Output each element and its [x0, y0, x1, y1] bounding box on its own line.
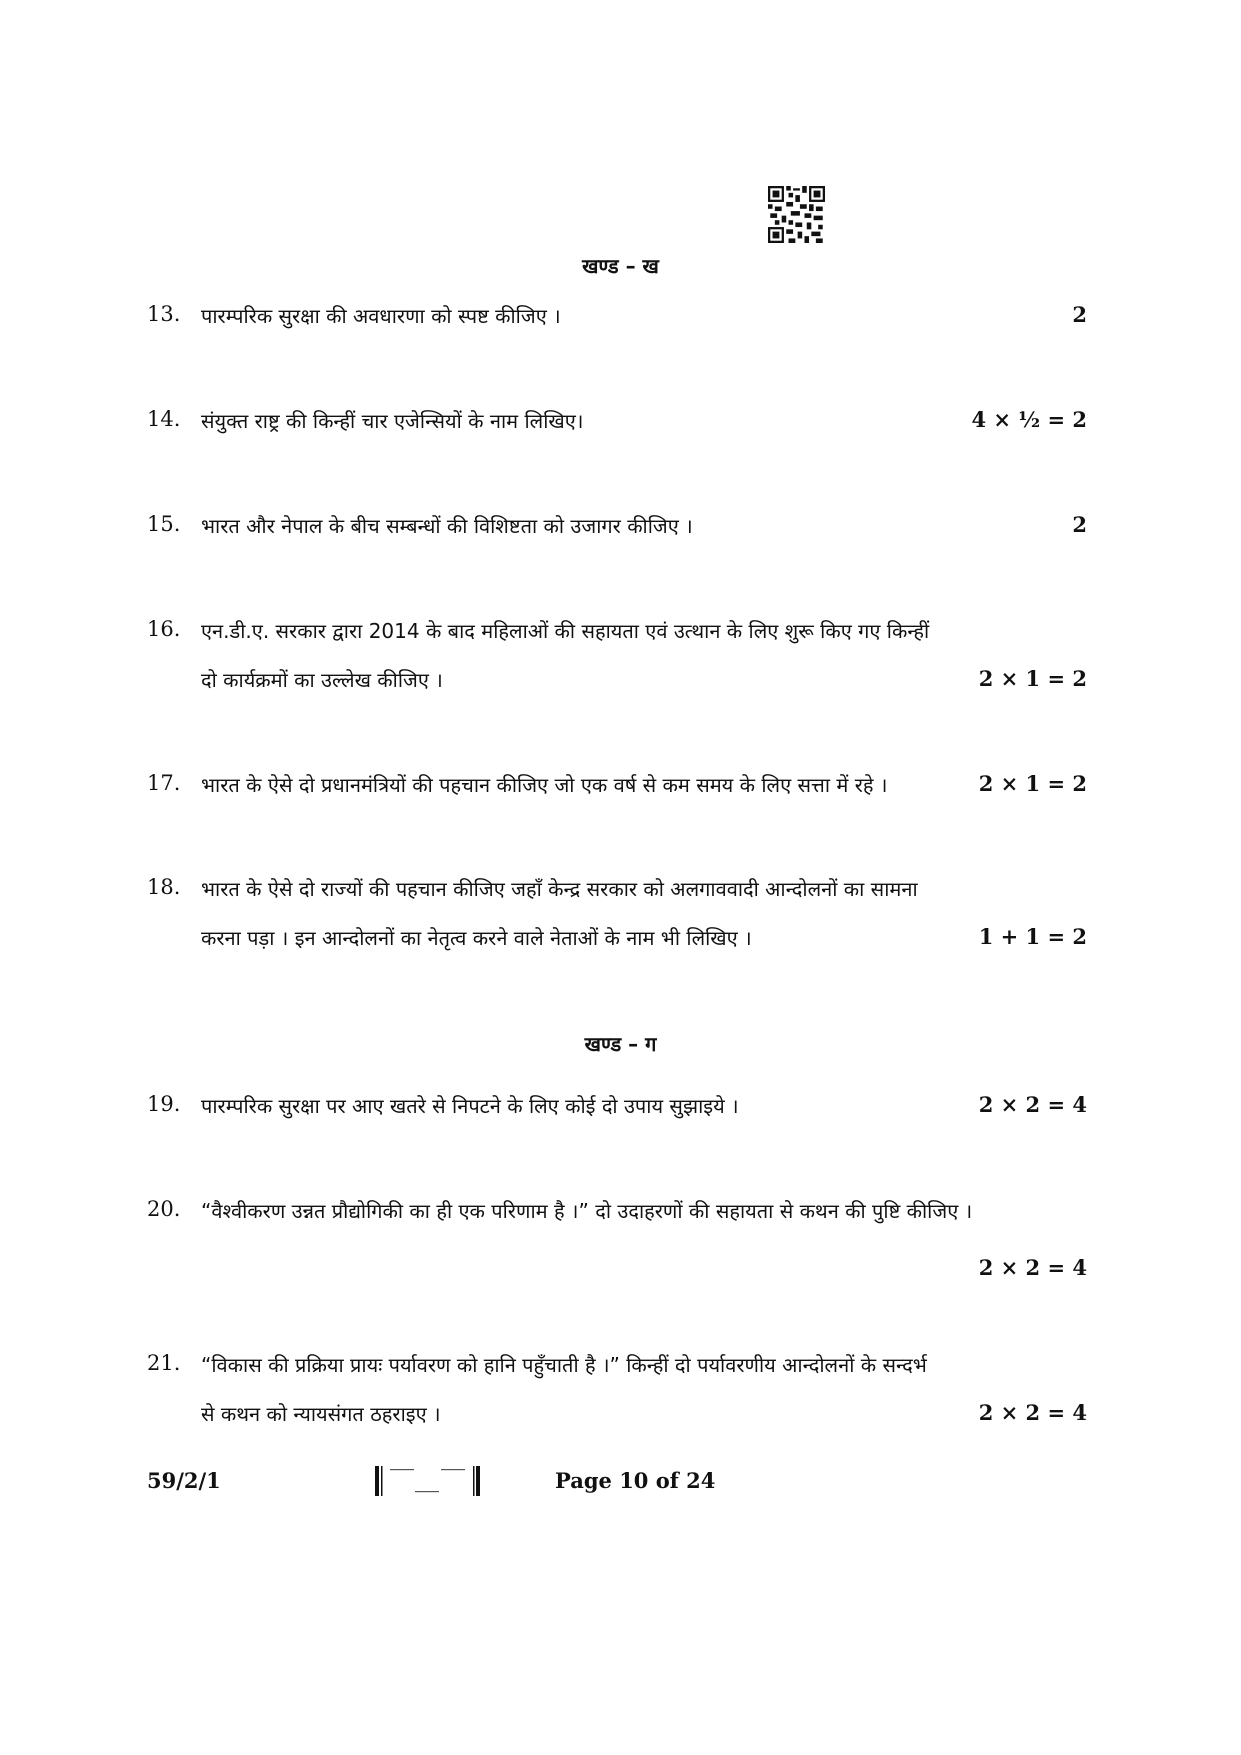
- question-text: “विकास की प्रक्रिया प्रायः पर्यावरण को हानि पहुँचाती है ।” किन्हीं दो पर्यावरणीय आन्दोलनों के सन्दर्भ: [201, 1353, 927, 1377]
- question-text-line-2: से कथन को न्यायसंगत ठहराइए ।: [201, 1402, 441, 1426]
- question-number: 15.: [147, 512, 181, 536]
- page-number: Page 10 of 24: [555, 1468, 716, 1493]
- question-marks: 2 × 1 = 2: [978, 771, 1087, 796]
- question-number: 19.: [147, 1092, 181, 1116]
- question-text: पारम्परिक सुरक्षा पर आए खतरे से निपटने के लिए कोई दो उपाय सुझाइये ।: [201, 1094, 739, 1118]
- question-text: भारत और नेपाल के बीच सम्बन्धों की विशिष्टता को उजागर कीजिए ।: [201, 514, 693, 538]
- question-number: 20.: [147, 1197, 181, 1221]
- question-marks: 2 × 2 = 4: [978, 1255, 1087, 1280]
- question-text: एन.डी.ए. सरकार द्वारा 2014 के बाद महिलाओं की सहायता एवं उत्थान के लिए शुरू किए गए किन्हीं: [201, 619, 930, 643]
- question-text: संयुक्त राष्ट्र की किन्हीं चार एजेन्सियों के नाम लिखिए।: [201, 409, 584, 433]
- question-marks: 4 × ½ = 2: [971, 407, 1087, 432]
- question-marks: 2: [1072, 512, 1087, 537]
- question-number: 13.: [147, 302, 181, 326]
- section-b-heading: खण्ड – ख: [582, 254, 659, 278]
- question-marks: 2: [1072, 302, 1087, 327]
- question-text-line-2: करना पड़ा । इन आन्दोलनों का नेतृत्व करने वाले नेताओं के नाम भी लिखिए ।: [201, 926, 752, 950]
- question-marks: 2 × 2 = 4: [978, 1092, 1087, 1117]
- question-marks: 1 + 1 = 2: [978, 924, 1087, 949]
- section-c-heading: खण्ड – ग: [584, 1032, 657, 1056]
- question-text-line-2: दो कार्यक्रमों का उल्लेख कीजिए ।: [201, 668, 443, 692]
- question-marks: 2 × 1 = 2: [978, 666, 1087, 691]
- paper-code: 59/2/1: [147, 1468, 221, 1493]
- question-text: भारत के ऐसे दो राज्यों की पहचान कीजिए जहाँ केन्द्र सरकार को अलगाववादी आन्दोलनों का सामना: [201, 877, 918, 901]
- question-text: पारम्परिक सुरक्षा की अवधारणा को स्पष्ट कीजिए ।: [201, 304, 561, 328]
- question-marks: 2 × 2 = 4: [978, 1400, 1087, 1425]
- question-text: “वैश्वीकरण उन्नत प्रौद्योगिकी का ही एक परिणाम है ।” दो उदाहरणों की सहायता से कथन की पुष्टि कीजिए ।: [201, 1199, 973, 1223]
- question-number: 21.: [147, 1351, 181, 1375]
- question-number: 17.: [147, 771, 181, 795]
- question-number: 16.: [147, 617, 181, 641]
- question-number: 14.: [147, 407, 181, 431]
- barcode-icon: [375, 1466, 481, 1496]
- question-number: 18.: [147, 875, 181, 899]
- qr-code-icon: [768, 186, 825, 243]
- question-text: भारत के ऐसे दो प्रधानमंत्रियों की पहचान कीजिए जो एक वर्ष से कम समय के लिए सत्ता में रहे ।: [201, 773, 888, 797]
